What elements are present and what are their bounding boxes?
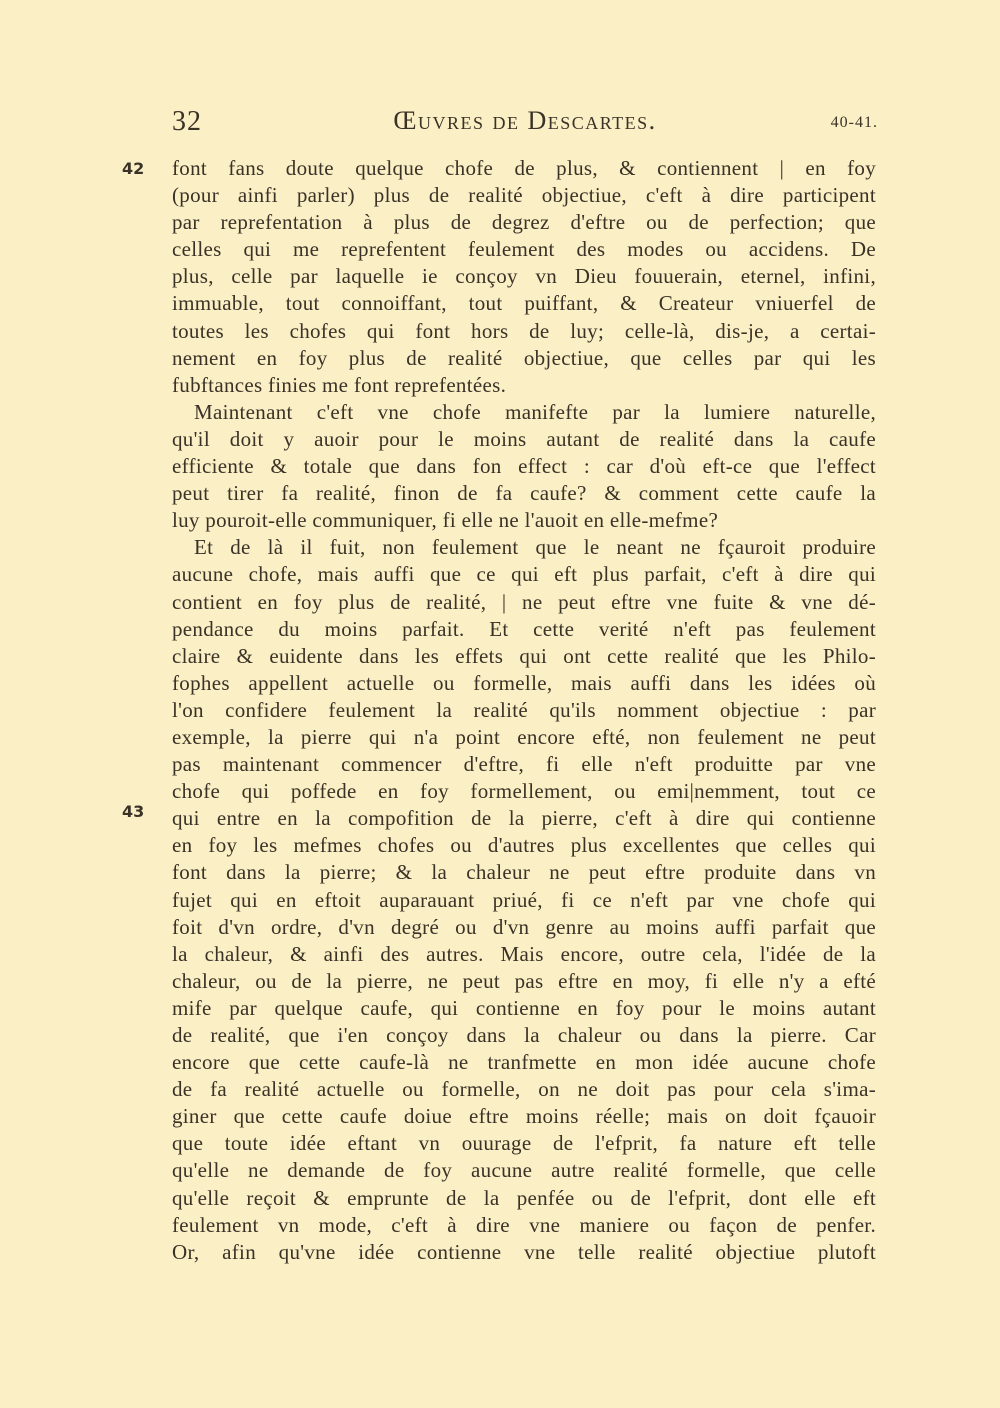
text-line: font fans doute quelque chofe de plus, & contiennent | en foy	[172, 156, 876, 180]
text-line: luy pouroit-elle communiquer, fi elle ne l'auoit en elle-mefme?	[172, 508, 719, 533]
text-line: Maintenant c'eft vne chofe manifefte par la lumiere naturelle,	[194, 399, 876, 424]
text-line: giner que cette caufe doiue eftre moins réelle; mais on doit fçauoir	[172, 1104, 876, 1129]
body-text	[172, 155, 876, 1266]
text-line: plus, celle par laquelle ie conçoy vn Dieu fouuerain, eternel, infini,	[172, 264, 876, 289]
text-line: Or, afin qu'vne idée contienne vne telle realité objectiue plutoft	[172, 1239, 876, 1264]
text-line: par reprefentation à plus de degrez d'eftre ou de perfection; que	[172, 210, 876, 235]
text-line: immuable, tout connoiffant, tout puiffant, & Createur vniuerfel de	[172, 291, 876, 316]
text-line: efficiente & totale que dans fon effect : car d'où eft-ce que l'effect	[172, 454, 876, 479]
text-line: fophes appellent actuelle ou formelle, mais auffi dans les idées où	[172, 670, 876, 695]
text-line: foit d'vn ordre, d'vn degré ou d'vn genre au moins auffi parfait que	[172, 914, 876, 939]
text-line: la chaleur, & ainfi des autres. Mais encore, outre cela, l'idée de la	[172, 941, 876, 966]
running-title: Œuvres de Descartes.	[393, 106, 657, 135]
text-line: mife par quelque caufe, qui contienne en foy pour le moins autant	[172, 995, 876, 1020]
page-number: 32	[172, 106, 202, 137]
text-line: (pour ainfi parler) plus de realité objectiue, c'eft à dire participent	[172, 183, 876, 208]
text-line: que toute idée eftant vn ouurage de l'efprit, fa nature eft telle	[172, 1131, 876, 1156]
text-line: nement en foy plus de realité objectiue, que celles par qui les	[172, 345, 876, 370]
text-line: feulement vn mode, c'eft à dire vne maniere ou façon de penfer.	[172, 1212, 876, 1237]
margin-number: 42	[122, 159, 145, 178]
text-line: chofe qui poffede en foy formellement, ou emi|nemment, tout ce	[172, 779, 876, 804]
text-line: encore que cette caufe-là ne tranfmette en mon idée aucune chofe	[172, 1050, 876, 1075]
text-line: en foy les mefmes chofes ou d'autres plus excellentes que celles qui	[172, 833, 876, 858]
text-line: fubftances finies me font reprefentées.	[172, 372, 507, 397]
text-line: qu'il doit y auoir pour le moins autant de realité dans la caufe	[172, 426, 876, 451]
text-line: peut tirer fa realité, finon de fa caufe? & comment cette caufe la	[172, 481, 876, 506]
text-line: de realité, que i'en conçoy dans la chaleur ou dans la pierre. Car	[172, 1023, 876, 1047]
margin-number: 43	[122, 802, 145, 821]
text-line: font dans la pierre; & la chaleur ne peut eftre produite dans vn	[172, 860, 876, 885]
text-line: toutes les chofes qui font hors de luy; celle-là, dis-je, a certai-	[172, 318, 876, 343]
text-line: pas maintenant commencer d'eftre, fi elle n'eft produitte par vne	[172, 752, 876, 777]
page-header	[172, 106, 878, 146]
text-line: qu'elle ne demande de foy aucune autre realité formelle, que celle	[172, 1158, 876, 1183]
text-line: qu'elle reçoit & emprunte de la penfée ou de l'efprit, dont elle eft	[172, 1185, 876, 1210]
text-line: fujet qui en eftoit auparauant priué, fi ce n'eft par vne chofe qui	[172, 887, 876, 912]
text-line: claire & euidente dans les effets qui ont cette realité que les Philo-	[172, 643, 876, 668]
text-line: contient en foy plus de realité, | ne peut eftre vne fuite & vne dé-	[172, 589, 876, 614]
text-line: Et de là il fuit, non feulement que le neant ne fçauroit produire	[194, 535, 876, 560]
text-line: celles qui me reprefentent feulement des modes ou accidens. De	[172, 237, 876, 262]
text-line: qui entre en la compofition de la pierre, c'eft à dire qui contienne	[172, 806, 876, 831]
page-range: 40-41.	[830, 114, 878, 131]
text-line: l'on confidere feulement la realité qu'ils nomment objectiue : par	[172, 697, 876, 722]
text-line: de fa realité actuelle ou formelle, on ne doit pas pour cela s'ima-	[172, 1077, 876, 1102]
text-line: chaleur, ou de la pierre, ne peut pas eftre en moy, fi elle n'y a efté	[172, 968, 876, 993]
text-line: aucune chofe, mais auffi que ce qui eft plus parfait, c'eft à dire qui	[172, 562, 876, 587]
text-line: exemple, la pierre qui n'a point encore efté, non feulement ne peut	[172, 724, 876, 749]
text-line: pendance du moins parfait. Et cette verité n'eft pas feulement	[172, 616, 876, 641]
